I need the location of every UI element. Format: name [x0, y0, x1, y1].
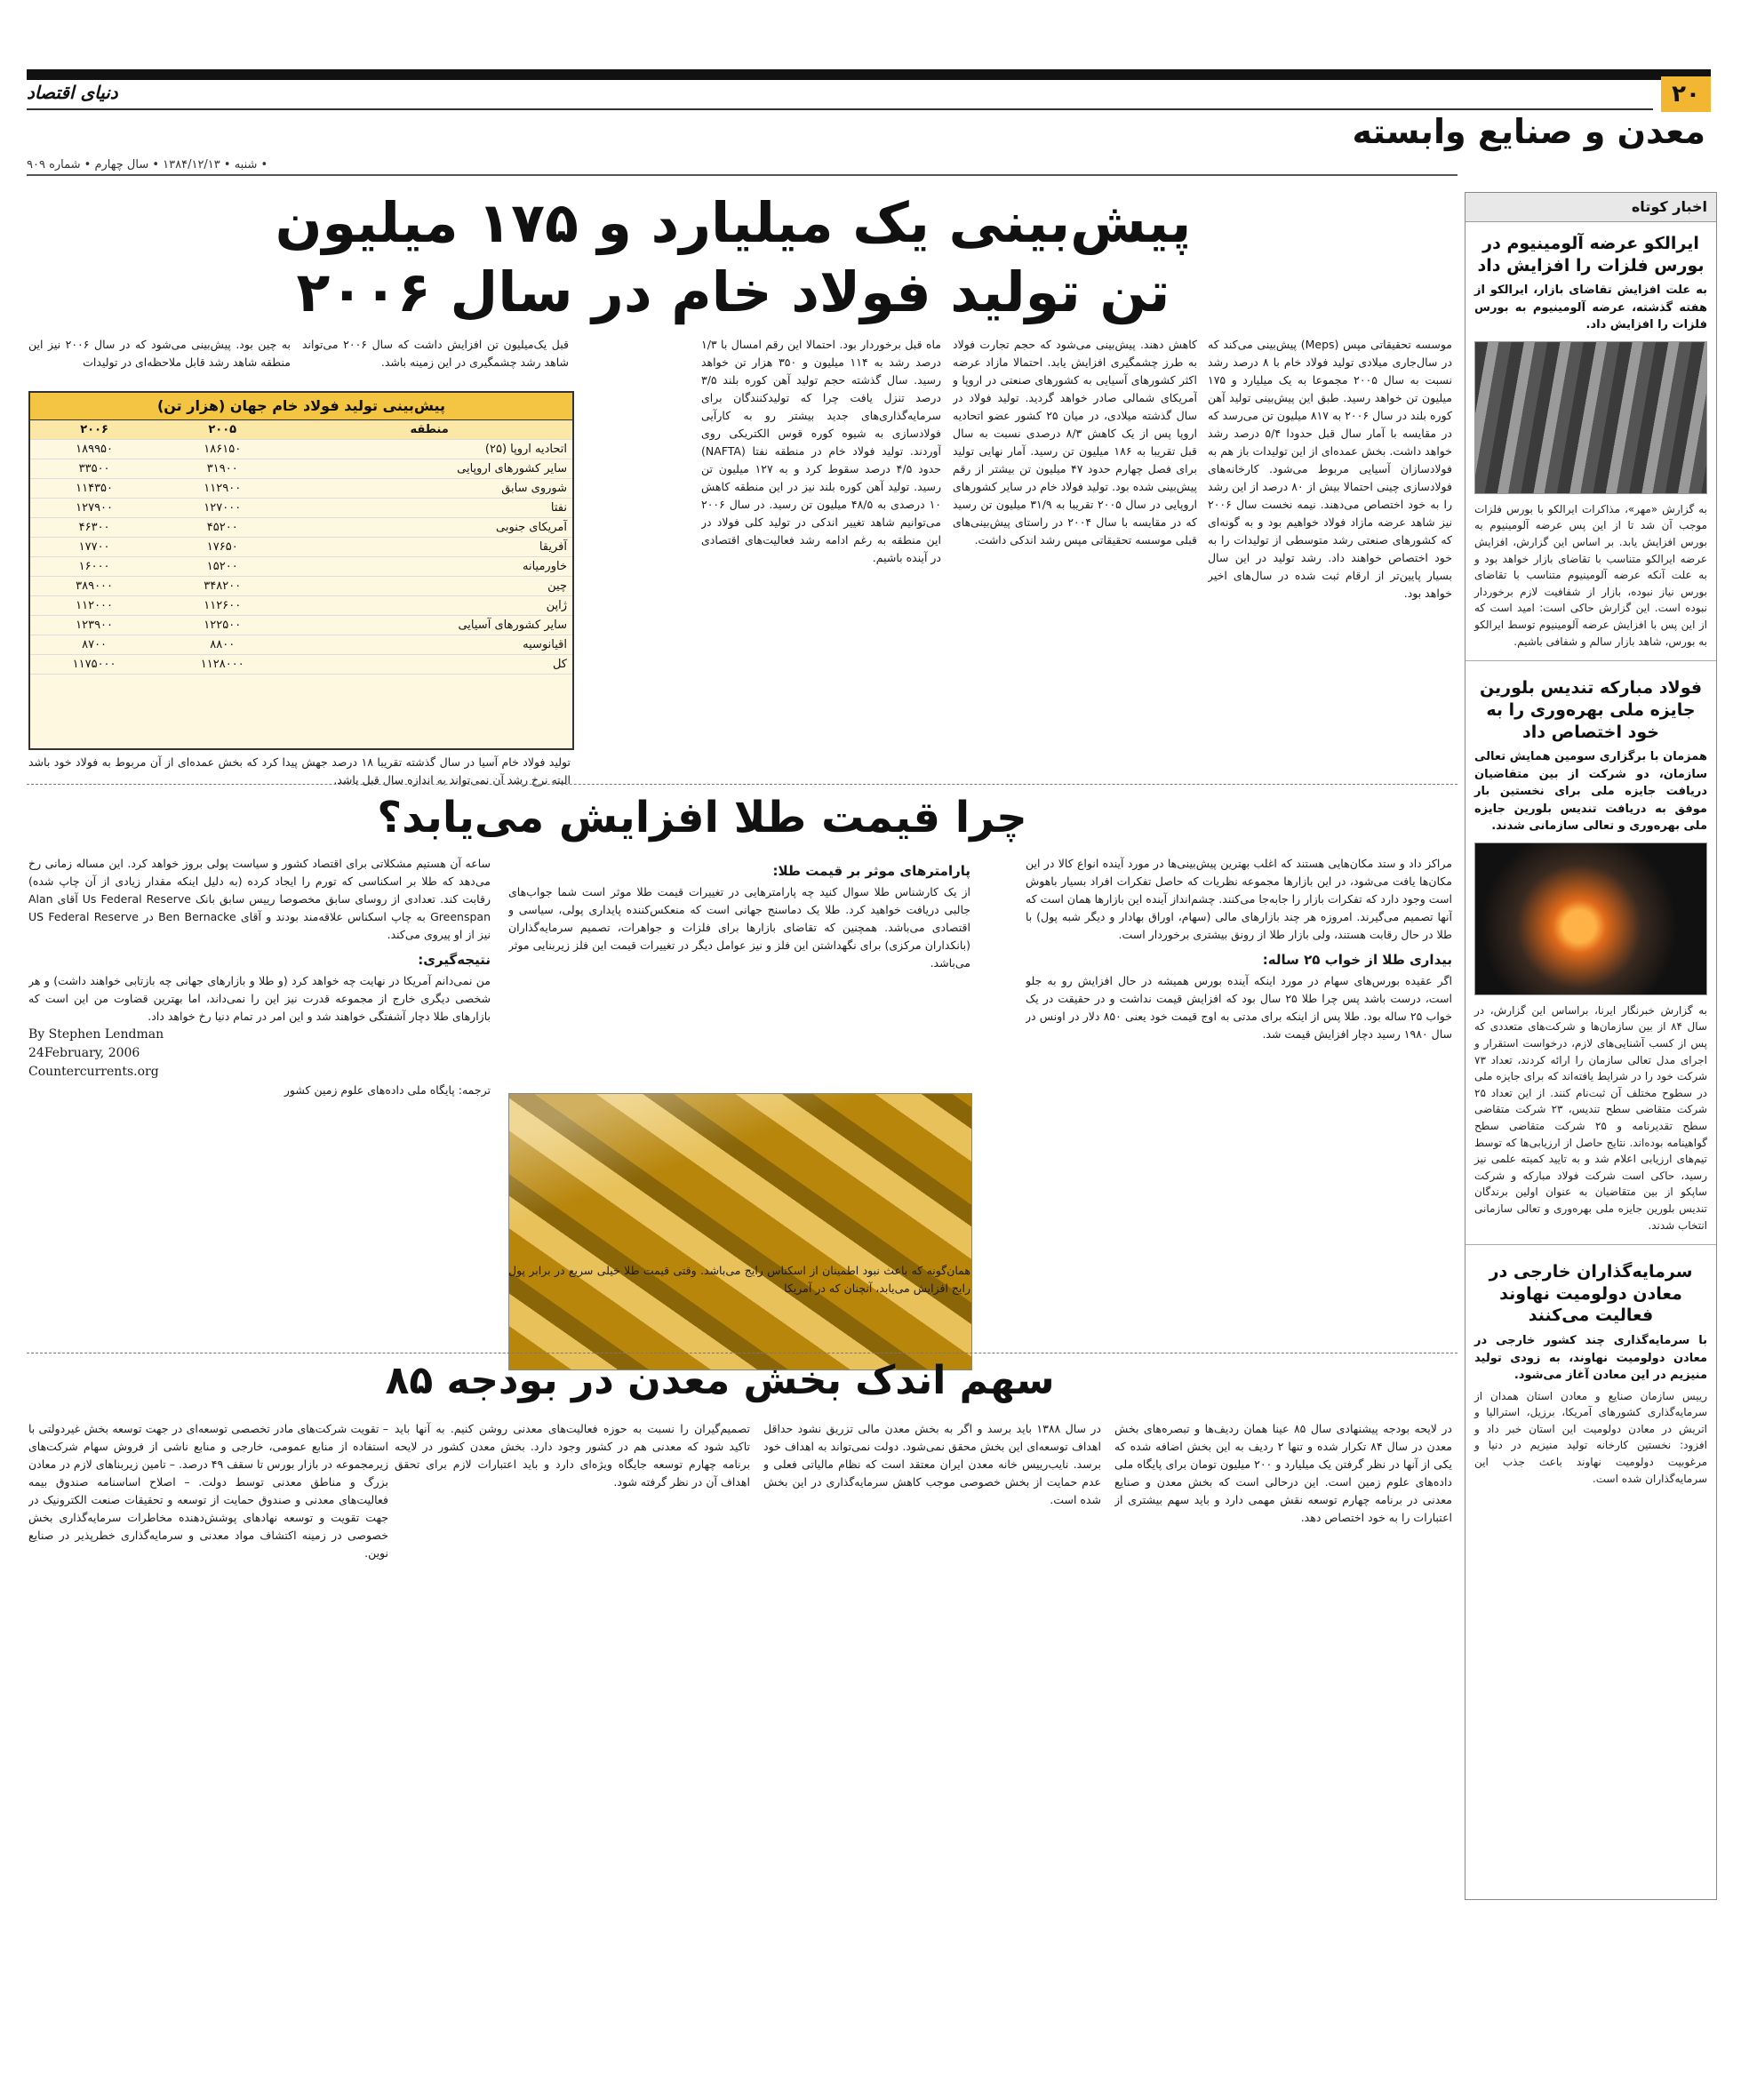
table-cell: ۱۲۲۵۰۰ — [158, 616, 286, 635]
brief-title: ایرالکو عرضه آلومینیوم در بورس فلزات را افزایش داد — [1477, 234, 1705, 275]
table-title: پیش‌بینی تولید فولاد خام جهان (هزار تن) — [30, 393, 572, 420]
table-cell: ۴۵۲۰۰ — [158, 518, 286, 538]
author-byline: By Stephen Lendman — [28, 1027, 164, 1042]
gold-subhead: نتیجه‌گیری: — [418, 952, 491, 968]
steel-column-5: به چین بود. پیش‌بینی می‌شود که در سال ۲۰۰۶ نیز این منطقه شاهد رشد قابل ملاحظه‌ای در تولیدات — [28, 338, 291, 369]
gold-column-2-cont: همان‌گونه که باعث نبود اطمینان از اسکناس رایج می‌باشد. وقتی قیمت طلا خیلی سریع در برابر پول رایج افزایش می‌یابد، آنچنان که در آمریکا — [508, 1264, 970, 1295]
steel-column-3: ماه قبل برخوردار بود. احتمالا این رقم امسال با ۱/۳ درصد رشد به ۱۱۴ میلیون و ۳۵۰ هزار تن خواهد رسید. سال گذشته حجم تولید آهن کوره بلند ۳/۵ درصد تنزل یافت چرا که تولیدکنندگان برای سرمایه‌گذاری‌های جدید بیشتر رو به کارآیی فولادسازی به شیوه کوره قوس الکتریکی روی آوردند. تولید فولاد خام در منطقه نفتا (NAFTA) حدود ۴/۵ درصد سقوط کرد و به ۱۲۷ میلیون تن رسید. تولید آهن کوره بلند نیز در این منطقه کاهش ۱۰ درصدی به ۴۸/۵ میلیون تن رسید. در سال ۲۰۰۶ می‌توانیم شاهد تغییر اندکی در تولید کلی فولاد در این منطقه به رغم ادامه رشد فعالیت‌های اقتصادی در آینده باشیم. — [701, 338, 941, 564]
steel-furnace-photo — [1474, 842, 1707, 995]
table-cell: ۱۶۰۰۰ — [30, 557, 158, 577]
table-row — [30, 518, 572, 538]
table-cell: ۱۲۷۰۰۰ — [158, 499, 286, 518]
budget-headline: سهم اندک بخش معدن در بودجه ۸۵ — [385, 1358, 1055, 1403]
page-number: ۲۰ — [1661, 76, 1711, 112]
gold-paragraph: من نمی‌دانم آمریکا در نهایت چه خواهد کرد (و طلا و بازارهای جهانی چه بازتابی خواهند داشت) و هر شخصی دیگری خارج از مجموعه قدرت نیز این را نمی‌داند، اما بهترین قضاوت من این است که بازارهای طلا دچار آشفتگی خواهند شد و این امر در تمام دنیا رخ خواهد داد. — [28, 974, 491, 1023]
steel-forecast-table — [28, 391, 574, 750]
brief-title: فولاد مبارکه تندیس بلورین جایزه ملی بهره‌وری را به خود اختصاص داد — [1479, 678, 1703, 742]
table-row — [30, 596, 572, 616]
budget-column-1: در لایحه بودجه پیشنهادی سال ۸۵ عینا همان ردیف‌ها و تبصره‌های بخش معدن در سال ۸۴ تکرار شده و تنها ۲ ردیف به این بخش اضافه شده که یکی از آنها در نظر گرفتن یک میلیارد و ۲۰۰ میلیون تومان برای پایگاه ملی داده‌های علوم زمین است. این درحالی است که بخش معدن و صنایع معدنی در برنامه چهارم توسعه نقش مهمی دارد و باید سهم بیشتری از اعتبارات را به خود اختصاص دهد. — [1114, 1422, 1452, 1524]
article-source: Countercurrents.org — [28, 1065, 159, 1079]
table-row — [30, 557, 572, 577]
table-cell: آمریکای جنوبی — [286, 518, 572, 538]
header-rule — [27, 108, 1653, 110]
table-cell: ۸۸۰۰ — [158, 635, 286, 655]
steel-column-2: کاهش دهند. پیش‌بینی می‌شود که حجم تجارت فولاد به طرز چشمگیری افزایش یابد. احتمالا مازاد عرضه اکثر کشورهای آسیایی به کشورهای صنعتی در اروپا و آمریکای شمالی صادر خواهد گردید. تولید فولاد در سال گذشته میلادی، در میان ۲۵ کشور عضو اتحادیه اروپا پس از یک کاهش ۸/۳ درصدی نسبت به سال قبل تقریبا به ۱۸۶ میلیون تن رسید. آمار نهایی تولید برای فصل چهارم حدود ۴۷ میلیون تن بیشتر از رقم پیش‌بینی شده بود. تولید فولاد خام در سایر کشورهای اروپایی در سال ۲۰۰۵ تقریبا به ۳۱/۹ میلیون تن رسید که در مقایسه با سال ۲۰۰۴ در راستای پیش‌بینی‌های قبلی موسسه تحقیقاتی مپس رشد اندکی داشت. — [953, 338, 1197, 547]
table-cell: خاورمیانه — [286, 557, 572, 577]
brief-text: به گزارش «مهر»، مذاکرات ایرالکو با بورس فلزات موجب آن شد تا از این پس عرضه آلومینیوم به بورس افزایش یابد. بر اساس این گزارش، افزایش عرضه ایرالکو متناسب با تقاضای بازار خواهد بود و به علت آنکه عرضه آلومینیوم متناسب با تقاضای بورس نیاز نبوده، بازار از شفافیت لازم برخوردار نبوده است. این گزارش حاکی است: امید است که از این پس با افزایش عرضه آلومینیوم توسط ایرالکو به بورس، شاهد بازار سالم و شفافی باشیم. — [1474, 502, 1707, 648]
gold-subhead: بیداری طلا از خواب ۲۵ ساله: — [1262, 952, 1452, 968]
translation-credit: ترجمه: پایگاه ملی داده‌های علوم زمین کشور — [284, 1083, 491, 1097]
table-cell: اقیانوسیه — [286, 635, 572, 655]
table-row — [30, 635, 572, 655]
table-header-cell: ۲۰۰۶ — [30, 420, 158, 440]
top-bar — [27, 69, 1711, 80]
table-cell: ۸۷۰۰ — [30, 635, 158, 655]
table-cell: ۱۸۹۹۵۰ — [30, 440, 158, 459]
brand-logo-text: دنیای اقتصاد — [27, 82, 118, 103]
table-cell: ۴۶۳۰۰ — [30, 518, 158, 538]
table-cell: ۱۷۷۰۰ — [30, 538, 158, 557]
table-row — [30, 459, 572, 479]
article-divider — [27, 784, 1457, 785]
table-cell: ۱۱۲۰۰۰ — [30, 596, 158, 616]
table-cell: چین — [286, 577, 572, 596]
table-row — [30, 538, 572, 557]
table-header-cell: ۲۰۰۵ — [158, 420, 286, 440]
table-cell: ۱۸۶۱۵۰ — [158, 440, 286, 459]
brief-lead: با سرمایه‌گذاری چند کشور خارجی در معادن دولومیت نهاوند، به زودی تولید منیزیم در این معادن آغاز می‌شود. — [1474, 1334, 1707, 1383]
table-cell: ۱۲۷۹۰۰ — [30, 499, 158, 518]
gold-column-3 — [28, 855, 491, 1353]
section-title: معدن و صنایع وابسته — [1352, 112, 1705, 151]
gold-column-2 — [508, 855, 970, 1086]
table-header-cell: منطقه — [286, 420, 572, 440]
table-cell: ۱۱۷۵۰۰۰ — [30, 655, 158, 675]
brief-text: رییس سازمان صنایع و معادن استان همدان از سرمایه‌گذاری کشورهای آمریکا، برزیل، استرالیا و اتریش در معادن دولومیت این استان خبر داد و افزود: نخستین کارخانه تولید منیزیم در دنیا و مرغوبیت دولومیت نهاوند باعث جذب این سرمایه‌گذاران شده است. — [1474, 1389, 1707, 1485]
table-cell: ۱۲۳۹۰۰ — [30, 616, 158, 635]
table-cell: کل — [286, 655, 572, 675]
table-cell: ژاپن — [286, 596, 572, 616]
table-header-row — [30, 420, 572, 440]
gold-paragraph: از یک کارشناس طلا سوال کنید چه پارامترهایی در تغییرات قیمت طلا موثر است شما جواب‌های جالبی دریافت خواهید کرد. طلا یک دماسنج جهانی است که منعکس‌کننده پایداری پولی، سیاسی و اقتصادی می‌باشد. همچنین که تقاضای بازارها برای فلزات و جواهرات، تصمیم سرمایه‌گذاران (بانکداران مرکزی) برای نگهداشتن این فلز و نیز عوامل دیگر در تغییرات قیمت این فلز زیربنایی موثر می‌باشد. — [508, 885, 970, 970]
budget-column-2: در سال ۱۳۸۸ باید برسد و اگر به بخش معدن مالی تزریق نشود حداقل اهداف توسعه‌ای این بخش محقق نمی‌شود. دولت نمی‌تواند به اهداف خود برسد. نایب‌رییس خانه معدن ایران معتقد است که نظام مالیاتی فعلی و عدم حمایت از بخش خصوصی موجب کاهش سرمایه‌گذاری در این بخش شده است. — [763, 1422, 1101, 1506]
gold-paragraph: ساعه آن هستیم مشکلاتی برای اقتصاد کشور و سیاست پولی بروز خواهد کرد. این مساله زمانی رخ می‌دهد که طلا بر اسکناسی که تورم را ایجاد کرده (به دلیل اینکه مقدار زیادی از آن چاپ شده) رقابت کند. تعدادی از روسای سابق مخصوصا رییس سابق بانک Us Federal Reserve آقای Alan Greenspan به چاپ اسکناس علاقه‌مند بودند و آقای Ben Bernacke در US Federal Reserve نیز از او پیروی می‌کند. — [28, 857, 491, 941]
table-cell: اتحادیه اروپا (۲۵) — [286, 440, 572, 459]
table-cell: آفریقا — [286, 538, 572, 557]
separator — [1465, 660, 1716, 661]
brief-lead: به علت افزایش تقاضای بازار، ایرالکو از هفته گذشته، عرضه آلومینیوم به بورس فلزات را افزایش داد. — [1474, 283, 1707, 332]
gold-headline: چرا قیمت طلا افزایش می‌یابد؟ — [377, 793, 1027, 842]
brief-item-iralco — [1465, 222, 1716, 655]
dateline: • شنبه • ۱۳۸۴/۱۲/۱۳ • سال چهارم • شماره ۹۰۹ — [27, 158, 268, 172]
brief-lead: همزمان با برگزاری سومین همایش تعالی سازمان، دو شرکت از بین متقاضیان دریافت جایزه ملی برای نخستین بار موفق به دریافت تندیس بلورین جایزه ملی بهره‌وری و تعالی سازمانی شدند. — [1474, 750, 1707, 834]
gold-paragraph: مراکز داد و ستد مکان‌هایی هستند که اغلب بهترین پیش‌بینی‌ها در مورد آینده انواع کالا در این مکان‌ها یافت می‌شود، در این بازارها مجموعه نظریات که حاصل تفکرات افراد بسیار باهوش است وجود دارد که تفکرات بازار را جابه‌جا می‌کنند. چشم‌انداز آینده این بازارها همان است که آنها تصمیم می‌گیرند. امروزه هر چند بازارهای مالی (سهام، اوراق بهادار و دیگر شبه پول) با طلا در حال رقابت هستند، ولی بازار طلا از رونق بیشتری برخوردار است. — [1026, 857, 1452, 941]
table-cell: ۱۱۲۸۰۰۰ — [158, 655, 286, 675]
table-row — [30, 440, 572, 459]
table-row — [30, 479, 572, 499]
news-briefs-sidebar — [1465, 192, 1717, 1900]
steel-headline: پیش‌بینی یک میلیارد و ۱۷۵ میلیون تن تولید فولاد خام در سال ۲۰۰۶ — [275, 190, 1192, 324]
steel-coils-photo — [1474, 341, 1707, 494]
table-cell: ۳۳۵۰۰ — [30, 459, 158, 479]
table-cell: نفتا — [286, 499, 572, 518]
table-cell: ۱۵۲۰۰ — [158, 557, 286, 577]
brief-title: سرمایه‌گذاران خارجی در معادن دولومیت نهاوند فعالیت می‌کنند — [1489, 1262, 1693, 1326]
brief-item-dolomite — [1465, 1250, 1716, 1492]
table-cell: ۱۷۶۵۰ — [158, 538, 286, 557]
table-cell: شوروی سابق — [286, 479, 572, 499]
table-row — [30, 577, 572, 596]
sidebar-header: اخبار کوتاه — [1465, 193, 1716, 222]
brief-text: به گزارش خبرنگار ایرنا، براساس این گزارش، در سال ۸۴ از بین سازمان‌ها و شرکت‌های متعددی که پس از کسب آشنایی‌های لازم، درخواست استقرار و اجرای مدل تعالی سازمان را ارائه کردند، تعداد ۷۳ شرکت خود را در شرایط یافته‌اند که برای جایزه ملی در سطوح مختلف آن ثبت‌نام کنند. از این تعداد ۲۵ شرکت متقاضی سطح تندیس، ۲۳ شرکت متقاضی سطح تقدیرنامه و ۲۵ شرکت متقاضی سطح گواهینامه بوده‌اند. نتایج حاصل از ارزیابی‌ها که توسط تیم‌های ارزیابی اعلام شد و به تایید کمیته علمی نیز رسید، حاکی است شرکت فولاد مبارکه و شرکت ساپکو از بین متقاضیان به عنوان اولین برندگان تندیس بلورین جایزه ملی بهره‌وری و تعالی سازمانی انتخاب شدند. — [1474, 1003, 1707, 1232]
gold-subhead: پارامترهای موثر بر قیمت طلا: — [772, 863, 970, 879]
brief-item-mobarakeh — [1465, 667, 1716, 1239]
table-cell: سایر کشورهای اروپایی — [286, 459, 572, 479]
budget-column-3: تصمیم‌گیران را نسبت به حوزه فعالیت‌های معدنی روشن کنیم. به آنها باید تاکید شود که معدنی هم در کشور وجود دارد. بخش معدن کشور در لایحه برنامه چهارم توسعه جایگاه ویژه‌ای دارد و باید اعتبارات لازم برای تحقق اهداف آن در نظر گرفته شود. — [395, 1422, 750, 1489]
steel-column-1: موسسه تحقیقاتی مپس (Meps) پیش‌بینی می‌کند که در سال‌جاری میلادی تولید فولاد خام با ۸ درصد رشد نسبت به سال ۲۰۰۵ مجموعا به یک میلیارد و ۱۷۵ میلیون تن خواهد رسید. طبق این پیش‌بینی تولید آهن کوره بلند در سال ۲۰۰۶ به ۸۱۷ میلیون تن می‌رسد که در مقایسه با آمار سال قبل حدودا ۵/۴ درصد رشد خواهد داشت. بخش عمده‌ای از این تولیدات باز هم به فولادسازان آسیایی مربوط می‌شود. کارخانه‌های فولادسازی چینی احتمالا بیش از ۸۰ درصد از این رشد را به خود اختصاص می‌دهند. نیمه نخست سال ۲۰۰۶ نیز شاهد عرضه مازاد فولاد خواهیم بود و به گونه‌ای که کشورهای صنعتی رشد متوسطی از تولیدات را به خود اختصاص خواهند داد. رشد تولید در این سال بسیار پایین‌تر از ارقام ثبت شده در سال‌های اخیر خواهد بود. — [1208, 338, 1452, 600]
table-cell: ۱۱۲۹۰۰ — [158, 479, 286, 499]
dateline-rule — [27, 174, 1457, 176]
table-cell: سایر کشورهای آسیایی — [286, 616, 572, 635]
table-cell: ۱۱۴۳۵۰ — [30, 479, 158, 499]
table-row — [30, 499, 572, 518]
table-cell: ۳۱۹۰۰ — [158, 459, 286, 479]
budget-column-4: – تقویت شرکت‌های مادر تخصصی توسعه‌ای در جهت توسعه بخش غیردولتی با استفاده از منابع عمومی، خارجی و منابع ناشی از فروش سهام شرکت‌های زیرمجموعه در بازار بورس تا سقف ۴۹ درصد. – تامین زیربناهای لازم در معادن بزرگ و مناطق معدنی توسط دولت. – اصلاح اساسنامه صندوق بیمه فعالیت‌های معدنی و صندوق حمایت از توسعه و تحقیقات صنعت الکترونیک در جهت تقویت و توسعه نهادهای پوشش‌دهنده مخاطرات سرمایه‌گذاری بخش خصوصی در زمینه اکتشاف مواد معدنی و سرمایه‌گذاری خطرپذیر در صنایع نوین. — [28, 1422, 388, 1560]
table-cell: ۱۱۲۶۰۰ — [158, 596, 286, 616]
separator — [1465, 1244, 1716, 1245]
table-cell: ۳۴۸۲۰۰ — [158, 577, 286, 596]
table-cell: ۳۸۹۰۰۰ — [30, 577, 158, 596]
gold-paragraph: اگر عقیده بورس‌های سهام در مورد اینکه آینده بورس همیشه در حال افزایش رو به جلو است، درست باشد پس چرا طلا ۲۵ سال بود که افزایش قیمت نداشت و در حقیقت در یک خواب ۲۵ ساله بود. طلا پس از اینکه برای مدتی به اوج قیمت خود یعنی ۸۵۰ دلار در اونس در سال ۱۹۸۰ رسید دچار افزایش قیمت شد. — [1026, 974, 1452, 1041]
table-row — [30, 616, 572, 635]
gold-column-1 — [1026, 855, 1452, 1353]
steel-column-4: قبل یک‌میلیون تن افزایش داشت که سال ۲۰۰۶ می‌تواند شاهد رشد چشمگیری در این زمینه باشد. — [302, 338, 569, 369]
steel-below-table: تولید فولاد خام آسیا در سال گذشته تقریبا ۱۸ درصد جهش پیدا کرد که بخش عمده‌ای از آن مربوط به فولاد خود باشد البته نرخ رشد آن نمی‌تواند به اندازه سال قبل باشد. — [28, 755, 571, 787]
table-row — [30, 655, 572, 675]
article-date: 24February, 2006 — [28, 1046, 140, 1060]
